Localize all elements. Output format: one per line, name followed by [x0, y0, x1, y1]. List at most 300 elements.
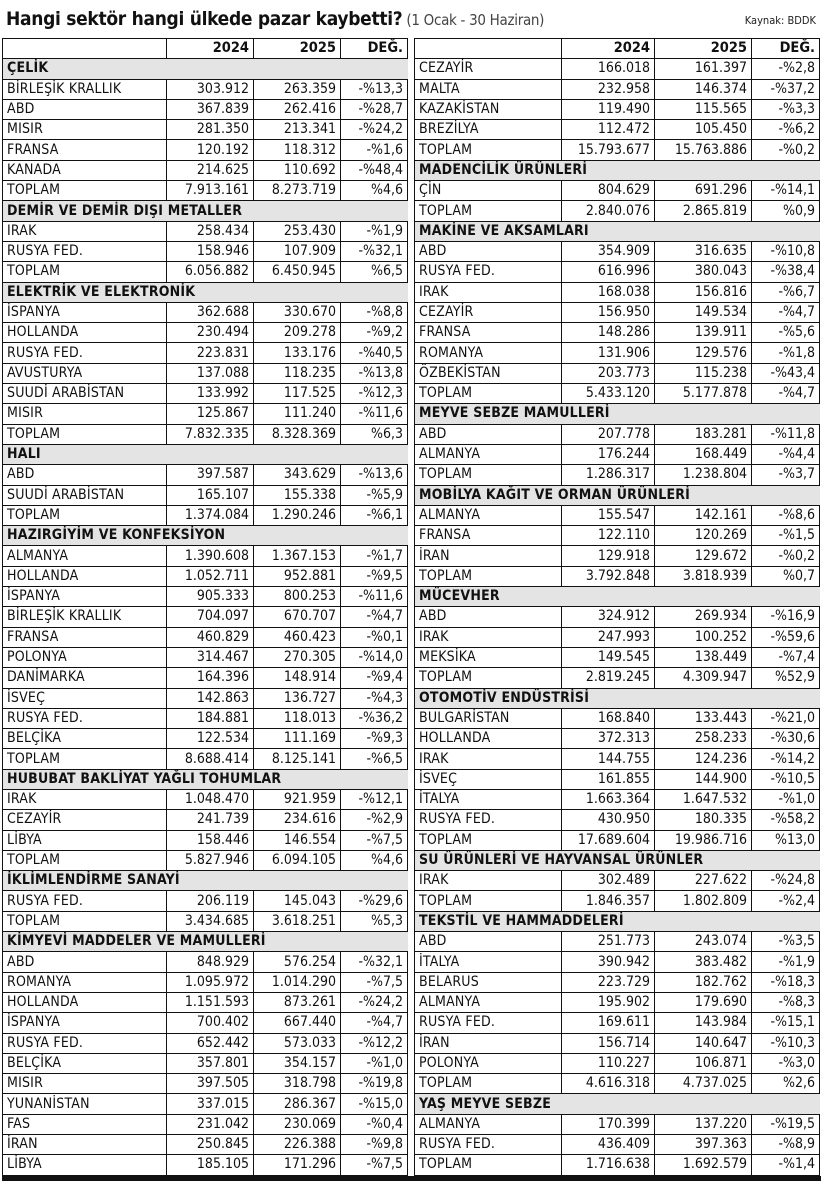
value-2024-cell: 122.534 — [167, 729, 254, 749]
change-cell: -%9,3 — [341, 729, 408, 749]
total-row — [415, 140, 820, 160]
value-2025-cell: 262.416 — [254, 99, 341, 119]
value-2025-cell: 258.233 — [655, 729, 752, 749]
col-header-change: DEĞ. — [752, 39, 820, 59]
table-row — [415, 1033, 820, 1053]
change-cell: -%6,1 — [341, 505, 408, 525]
country-cell: TOPLAM — [415, 201, 562, 221]
value-2024-cell: 1.151.593 — [167, 992, 254, 1012]
value-2024-cell: 158.446 — [167, 830, 254, 850]
table-row — [3, 668, 408, 688]
table-row — [3, 1155, 408, 1175]
value-2024-cell: 337.015 — [167, 1094, 254, 1114]
country-cell: İSPANYA — [3, 1013, 167, 1033]
total-row — [415, 566, 820, 586]
total-row — [3, 262, 408, 282]
value-2024-cell: 616.996 — [562, 262, 655, 282]
value-2025-cell: 354.157 — [254, 1053, 341, 1073]
value-2024-cell: 303.912 — [167, 79, 254, 99]
value-2024-cell: 436.409 — [562, 1135, 655, 1155]
value-2024-cell: 137.088 — [167, 363, 254, 383]
country-cell: HOLLANDA — [3, 566, 167, 586]
total-row — [415, 465, 820, 485]
total-row — [415, 1074, 820, 1094]
country-cell: TOPLAM — [415, 1074, 562, 1094]
table-row — [415, 1135, 820, 1155]
value-2024-cell: 156.950 — [562, 302, 655, 322]
country-cell: RUSYA FED. — [3, 1033, 167, 1053]
table-row — [415, 363, 820, 383]
value-2025-cell: 8.273.719 — [254, 181, 341, 201]
table-row — [3, 323, 408, 343]
change-cell: -%11,6 — [341, 404, 408, 424]
country-cell: ABD — [415, 607, 562, 627]
sector-header-row — [415, 1094, 820, 1114]
change-cell: %6,3 — [341, 424, 408, 444]
total-row — [3, 749, 408, 769]
value-2024-cell: 250.845 — [167, 1135, 254, 1155]
value-2025-cell: 179.690 — [655, 992, 752, 1012]
sector-header-row — [3, 59, 408, 79]
value-2025-cell: 873.261 — [254, 992, 341, 1012]
change-cell: -%0,2 — [752, 140, 820, 160]
table-row — [3, 830, 408, 850]
value-2024-cell: 460.829 — [167, 627, 254, 647]
value-2024-cell: 214.625 — [167, 160, 254, 180]
value-2024-cell: 372.313 — [562, 729, 655, 749]
value-2025-cell: 1.692.579 — [655, 1155, 752, 1175]
table-row — [3, 1135, 408, 1155]
country-cell: BELÇİKA — [3, 1053, 167, 1073]
change-cell: -%3,3 — [752, 99, 820, 119]
change-cell: -%48,4 — [341, 160, 408, 180]
change-cell: -%2,4 — [752, 891, 820, 911]
country-cell: RUSYA FED. — [415, 262, 562, 282]
value-2025-cell: 137.220 — [655, 1114, 752, 1134]
col-header-sector — [415, 39, 562, 59]
value-2024-cell: 2.840.076 — [562, 201, 655, 221]
value-2025-cell: 118.312 — [254, 140, 341, 160]
change-cell: -%9,4 — [341, 668, 408, 688]
value-2024-cell: 6.056.882 — [167, 262, 254, 282]
value-2025-cell: 3.618.251 — [254, 911, 341, 931]
value-2024-cell: 258.434 — [167, 221, 254, 241]
value-2024-cell: 700.402 — [167, 1013, 254, 1033]
change-cell: -%4,7 — [341, 1013, 408, 1033]
sector-header-row — [3, 769, 408, 789]
change-cell: -%16,9 — [752, 607, 820, 627]
sector-title: İKLİMLENDİRME SANAYİ — [3, 871, 408, 891]
country-cell: ALMANYA — [415, 1114, 562, 1134]
country-cell: RUSYA FED. — [415, 810, 562, 830]
country-cell: ABD — [3, 99, 167, 119]
change-cell: -%13,3 — [341, 79, 408, 99]
table-row — [3, 647, 408, 667]
value-2024-cell: 144.755 — [562, 749, 655, 769]
table-row — [415, 444, 820, 464]
country-cell: TOPLAM — [3, 424, 167, 444]
country-cell: TOPLAM — [3, 505, 167, 525]
value-2024-cell: 156.714 — [562, 1033, 655, 1053]
change-cell: -%0,1 — [341, 627, 408, 647]
value-2024-cell: 430.950 — [562, 810, 655, 830]
value-2024-cell: 161.855 — [562, 769, 655, 789]
value-2024-cell: 110.227 — [562, 1053, 655, 1073]
value-2025-cell: 171.296 — [254, 1155, 341, 1175]
value-2024-cell: 2.819.245 — [562, 668, 655, 688]
left-table-column — [2, 38, 407, 1176]
change-cell: -%7,5 — [341, 830, 408, 850]
sector-header-row — [415, 688, 820, 708]
country-cell: IRAK — [3, 789, 167, 809]
change-cell: -%24,8 — [752, 871, 820, 891]
table-row — [415, 972, 820, 992]
table-row — [415, 120, 820, 140]
date-range: (1 Ocak - 30 Haziran) — [406, 11, 545, 29]
value-2025-cell: 107.909 — [254, 241, 341, 261]
value-2025-cell: 691.296 — [655, 181, 752, 201]
value-2024-cell: 314.467 — [167, 647, 254, 667]
value-2025-cell: 2.865.819 — [655, 201, 752, 221]
value-2024-cell: 8.688.414 — [167, 749, 254, 769]
table-row — [415, 1013, 820, 1033]
value-2025-cell: 183.281 — [655, 424, 752, 444]
value-2024-cell: 129.918 — [562, 546, 655, 566]
change-cell: -%32,1 — [341, 952, 408, 972]
value-2025-cell: 253.430 — [254, 221, 341, 241]
value-2024-cell: 362.688 — [167, 302, 254, 322]
country-cell: AVUSTURYA — [3, 363, 167, 383]
sector-title: DEMİR VE DEMİR DIŞI METALLER — [3, 201, 408, 221]
change-cell: -%59,6 — [752, 627, 820, 647]
country-cell: RUSYA FED. — [3, 343, 167, 363]
value-2025-cell: 1.238.804 — [655, 465, 752, 485]
table-row — [415, 952, 820, 972]
table-row — [415, 729, 820, 749]
sector-title: MÜCEVHER — [415, 587, 820, 607]
table-row — [3, 241, 408, 261]
value-2025-cell: 148.914 — [254, 668, 341, 688]
value-2025-cell: 117.525 — [254, 384, 341, 404]
table-row — [3, 992, 408, 1012]
country-cell: TOPLAM — [415, 891, 562, 911]
table-row — [415, 181, 820, 201]
table-row — [3, 1074, 408, 1094]
change-cell: -%1,9 — [752, 952, 820, 972]
value-2025-cell: 227.622 — [655, 871, 752, 891]
country-cell: ABD — [3, 465, 167, 485]
change-cell: -%8,6 — [752, 505, 820, 525]
total-row — [415, 1155, 820, 1175]
change-cell: %4,6 — [341, 181, 408, 201]
value-2025-cell: 110.692 — [254, 160, 341, 180]
change-cell: -%2,8 — [752, 59, 820, 79]
table-row — [3, 1053, 408, 1073]
value-2024-cell: 241.739 — [167, 810, 254, 830]
value-2025-cell: 145.043 — [254, 891, 341, 911]
table-row — [3, 891, 408, 911]
sector-header-row — [415, 485, 820, 505]
value-2025-cell: 133.443 — [655, 708, 752, 728]
value-2025-cell: 138.449 — [655, 647, 752, 667]
sector-header-row — [415, 911, 820, 931]
country-cell: TOPLAM — [3, 911, 167, 931]
value-2024-cell: 164.396 — [167, 668, 254, 688]
country-cell: ALMANYA — [3, 546, 167, 566]
value-2024-cell: 195.902 — [562, 992, 655, 1012]
change-cell: -%3,7 — [752, 465, 820, 485]
country-cell: TOPLAM — [3, 181, 167, 201]
table-row — [3, 546, 408, 566]
value-2025-cell: 226.388 — [254, 1135, 341, 1155]
table-row — [415, 607, 820, 627]
country-cell: MISIR — [3, 120, 167, 140]
table-row — [3, 120, 408, 140]
value-2025-cell: 180.335 — [655, 810, 752, 830]
change-cell: %5,3 — [341, 911, 408, 931]
value-2024-cell: 170.399 — [562, 1114, 655, 1134]
value-2024-cell: 397.587 — [167, 465, 254, 485]
value-2024-cell: 1.052.711 — [167, 566, 254, 586]
table-row — [3, 810, 408, 830]
value-2025-cell: 100.252 — [655, 627, 752, 647]
change-cell: -%19,8 — [341, 1074, 408, 1094]
change-cell: -%13,8 — [341, 363, 408, 383]
country-cell: ABD — [415, 424, 562, 444]
table-row — [3, 221, 408, 241]
table-row — [3, 485, 408, 505]
change-cell: -%10,8 — [752, 241, 820, 261]
value-2024-cell: 1.390.608 — [167, 546, 254, 566]
table-row — [3, 952, 408, 972]
change-cell: -%19,5 — [752, 1114, 820, 1134]
country-cell: IRAK — [415, 749, 562, 769]
value-2025-cell: 460.423 — [254, 627, 341, 647]
right-header-row — [415, 39, 820, 59]
table-row — [3, 729, 408, 749]
value-2024-cell: 165.107 — [167, 485, 254, 505]
country-cell: CEZAYİR — [415, 59, 562, 79]
value-2024-cell: 652.442 — [167, 1033, 254, 1053]
table-row — [415, 302, 820, 322]
value-2025-cell: 330.670 — [254, 302, 341, 322]
value-2024-cell: 3.792.848 — [562, 566, 655, 586]
total-row — [3, 911, 408, 931]
value-2025-cell: 234.616 — [254, 810, 341, 830]
table-row — [415, 424, 820, 444]
change-cell: -%4,4 — [752, 444, 820, 464]
country-cell: BELARUS — [415, 972, 562, 992]
country-cell: İRAN — [415, 1033, 562, 1053]
value-2025-cell: 146.554 — [254, 830, 341, 850]
change-cell: -%58,2 — [752, 810, 820, 830]
total-row — [3, 424, 408, 444]
value-2024-cell: 232.958 — [562, 79, 655, 99]
table-row — [3, 384, 408, 404]
value-2024-cell: 1.663.364 — [562, 789, 655, 809]
table-row — [415, 932, 820, 952]
value-2025-cell: 213.341 — [254, 120, 341, 140]
change-cell: -%4,7 — [752, 302, 820, 322]
country-cell: HOLLANDA — [415, 729, 562, 749]
value-2024-cell: 158.946 — [167, 241, 254, 261]
country-cell: İSPANYA — [3, 302, 167, 322]
value-2025-cell: 263.359 — [254, 79, 341, 99]
value-2024-cell: 251.773 — [562, 932, 655, 952]
col-header-2024: 2024 — [167, 39, 254, 59]
value-2024-cell: 185.105 — [167, 1155, 254, 1175]
country-cell: RUSYA FED. — [3, 708, 167, 728]
change-cell: -%8,9 — [752, 1135, 820, 1155]
value-2025-cell: 6.094.105 — [254, 850, 341, 870]
country-cell: SUUDİ ARABİSTAN — [3, 384, 167, 404]
value-2024-cell: 1.048.470 — [167, 789, 254, 809]
country-cell: TOPLAM — [415, 140, 562, 160]
country-cell: SUUDİ ARABİSTAN — [3, 485, 167, 505]
change-cell: -%1,8 — [752, 343, 820, 363]
sector-title: MADENCİLİK ÜRÜNLERİ — [415, 160, 820, 180]
value-2025-cell: 118.013 — [254, 708, 341, 728]
value-2025-cell: 124.236 — [655, 749, 752, 769]
change-cell: -%10,5 — [752, 769, 820, 789]
col-header-2025: 2025 — [254, 39, 341, 59]
country-cell: İSPANYA — [3, 587, 167, 607]
change-cell: -%1,9 — [341, 221, 408, 241]
sector-header-row — [415, 850, 820, 870]
change-cell: -%12,3 — [341, 384, 408, 404]
sector-header-row — [3, 526, 408, 546]
change-cell: -%11,8 — [752, 424, 820, 444]
table-row — [3, 1013, 408, 1033]
sector-header-row — [3, 444, 408, 464]
country-cell: HOLLANDA — [3, 323, 167, 343]
value-2024-cell: 848.929 — [167, 952, 254, 972]
change-cell: -%9,5 — [341, 566, 408, 586]
country-cell: ALMANYA — [415, 505, 562, 525]
country-cell: IRAK — [415, 282, 562, 302]
value-2024-cell: 804.629 — [562, 181, 655, 201]
change-cell: -%14,1 — [752, 181, 820, 201]
value-2025-cell: 115.565 — [655, 99, 752, 119]
country-cell: FRANSA — [415, 323, 562, 343]
value-2025-cell: 1.802.809 — [655, 891, 752, 911]
change-cell: %52,9 — [752, 668, 820, 688]
value-2025-cell: 343.629 — [254, 465, 341, 485]
value-2025-cell: 105.450 — [655, 120, 752, 140]
change-cell: -%5,9 — [341, 485, 408, 505]
total-row — [415, 891, 820, 911]
total-row — [415, 830, 820, 850]
change-cell: -%12,2 — [341, 1033, 408, 1053]
table-row — [415, 59, 820, 79]
change-cell: %0,7 — [752, 566, 820, 586]
value-2025-cell: 8.328.369 — [254, 424, 341, 444]
change-cell: -%1,0 — [341, 1053, 408, 1073]
value-2025-cell: 19.986.716 — [655, 830, 752, 850]
change-cell: -%32,1 — [341, 241, 408, 261]
change-cell: -%15,0 — [341, 1094, 408, 1114]
table-row — [415, 323, 820, 343]
value-2025-cell: 1.367.153 — [254, 546, 341, 566]
value-2025-cell: 129.672 — [655, 546, 752, 566]
table-row — [3, 79, 408, 99]
value-2025-cell: 161.397 — [655, 59, 752, 79]
table-row — [3, 566, 408, 586]
sector-header-row — [415, 404, 820, 424]
table-row — [3, 627, 408, 647]
value-2025-cell: 118.235 — [254, 363, 341, 383]
value-2024-cell: 148.286 — [562, 323, 655, 343]
change-cell: %4,6 — [341, 850, 408, 870]
country-cell: DANİMARKA — [3, 668, 167, 688]
country-cell: TOPLAM — [415, 384, 562, 404]
table-row — [3, 1033, 408, 1053]
country-cell: İRAN — [415, 546, 562, 566]
sector-title: HALI — [3, 444, 408, 464]
value-2025-cell: 243.074 — [655, 932, 752, 952]
value-2024-cell: 5.827.946 — [167, 850, 254, 870]
value-2024-cell: 15.793.677 — [562, 140, 655, 160]
value-2025-cell: 1.647.532 — [655, 789, 752, 809]
country-cell: ÖZBEKİSTAN — [415, 363, 562, 383]
table-row — [3, 160, 408, 180]
value-2024-cell: 112.472 — [562, 120, 655, 140]
total-row — [415, 201, 820, 221]
sector-header-row — [415, 160, 820, 180]
table-row — [415, 647, 820, 667]
sector-title: MEYVE SEBZE MAMULLERİ — [415, 404, 820, 424]
country-cell: İTALYA — [415, 789, 562, 809]
country-cell: FRANSA — [415, 526, 562, 546]
value-2025-cell: 3.818.939 — [655, 566, 752, 586]
country-cell: LİBYA — [3, 830, 167, 850]
bottom-rule — [2, 1176, 821, 1181]
change-cell: -%13,6 — [341, 465, 408, 485]
change-cell: %2,6 — [752, 1074, 820, 1094]
country-cell: YUNANİSTAN — [3, 1094, 167, 1114]
table-row — [415, 708, 820, 728]
change-cell: -%7,5 — [341, 972, 408, 992]
sector-header-row — [415, 587, 820, 607]
country-cell: İSVEÇ — [415, 769, 562, 789]
total-row — [3, 505, 408, 525]
country-cell: ABD — [3, 952, 167, 972]
value-2025-cell: 380.043 — [655, 262, 752, 282]
table-row — [3, 1114, 408, 1134]
value-2025-cell: 4.737.025 — [655, 1074, 752, 1094]
change-cell: %0,9 — [752, 201, 820, 221]
value-2024-cell: 207.778 — [562, 424, 655, 444]
country-cell: TOPLAM — [415, 830, 562, 850]
country-cell: RUSYA FED. — [3, 891, 167, 911]
value-2024-cell: 1.374.084 — [167, 505, 254, 525]
country-cell: BREZİLYA — [415, 120, 562, 140]
change-cell: -%8,8 — [341, 302, 408, 322]
value-2024-cell: 905.333 — [167, 587, 254, 607]
table-row — [415, 627, 820, 647]
change-cell: -%1,7 — [341, 546, 408, 566]
value-2025-cell: 383.482 — [655, 952, 752, 972]
value-2025-cell: 15.763.886 — [655, 140, 752, 160]
value-2025-cell: 111.169 — [254, 729, 341, 749]
table-row — [3, 99, 408, 119]
table-row — [415, 505, 820, 525]
change-cell: -%2,9 — [341, 810, 408, 830]
table-row — [3, 587, 408, 607]
table-row — [415, 810, 820, 830]
value-2024-cell: 133.992 — [167, 384, 254, 404]
change-cell: -%4,3 — [341, 688, 408, 708]
